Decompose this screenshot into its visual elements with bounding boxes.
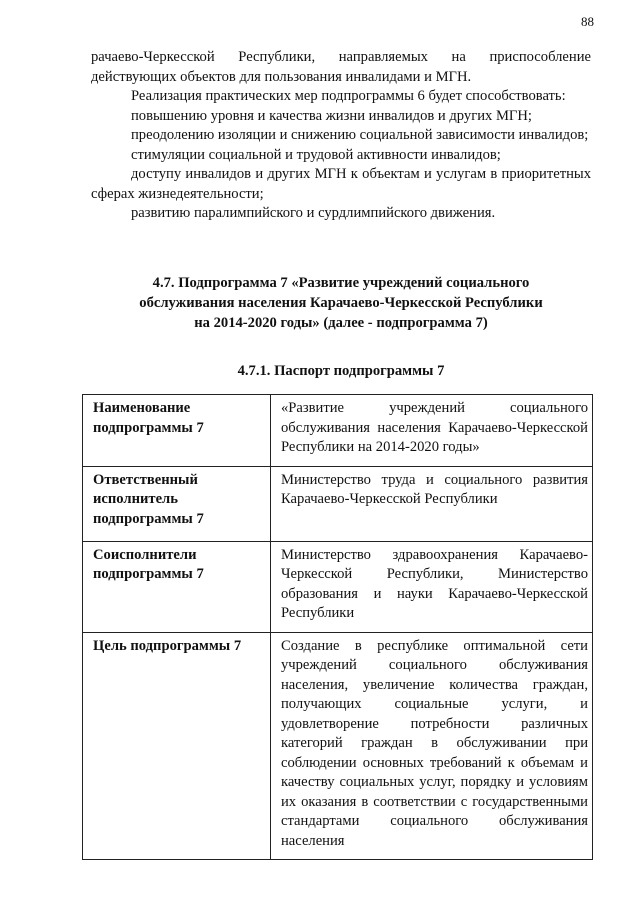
- paragraph: рачаево-Черкесской Республики, направляемых на приспособление действующих объектов для пользования инвалидами и МГН.: [91, 49, 591, 85]
- table-value-cell: Создание в республике оптимальной сети учреждений социального обслуживания населения, увеличение количества граждан, получающих социальные услуги, и удовлетворение потребности различных категорий граждан в обслуживании при соблюдении основных требований к объемам и качеству социальных услуг, порядку и условиям их оказания в соответствии с государственными стандартами социального обслуживания населения: [271, 632, 593, 860]
- paragraph: Реализация практических мер подпрограммы 6 будет способствовать:: [131, 88, 566, 104]
- table-label-cell: Ответственный исполнитель подпрограммы 7: [83, 466, 271, 541]
- page-number: 88: [581, 14, 594, 29]
- table-label-cell: Наименование подпрограммы 7: [83, 395, 271, 467]
- section-heading: [91, 273, 591, 333]
- table-value-cell: Министерство труда и социального развития Карачаево-Черкесской Республики: [271, 466, 593, 541]
- passport-table: [82, 394, 593, 860]
- table-value-cell: «Развитие учреждений социального обслуживания населения Карачаево-Черкесской Республики на 2014-2020 годы»: [271, 395, 593, 467]
- table-row: [83, 632, 593, 860]
- list-item: преодолению изоляции и снижению социальной зависимости инвалидов;: [131, 127, 589, 143]
- table-label-cell: Цель подпрограммы 7: [83, 632, 271, 860]
- section-heading-line: обслуживания населения Карачаево-Черкесской Республики: [139, 295, 543, 311]
- table-row: [83, 466, 593, 541]
- table-row: [83, 541, 593, 632]
- table-label-cell: Соисполнители подпрограммы 7: [83, 541, 271, 632]
- section-heading-line: 4.7. Подпрограмма 7 «Развитие учреждений социального: [152, 275, 530, 291]
- section-heading-line: на 2014-2020 годы» (далее - подпрограмма 7): [194, 315, 488, 331]
- table-row: [83, 395, 593, 467]
- list-item: развитию паралимпийского и сурдлимпийского движения.: [131, 205, 496, 221]
- subsection-heading: 4.7.1. Паспорт подпрограммы 7: [237, 363, 445, 379]
- list-item: стимуляции социальной и трудовой активности инвалидов;: [131, 146, 501, 163]
- list-item: повышению уровня и качества жизни инвалидов и других МГН;: [131, 107, 532, 124]
- list-item: доступу инвалидов и других МГН к объектам и услугам в приоритетных сферах жизнедеятельности;: [91, 166, 591, 202]
- body-text: [91, 48, 591, 224]
- table-value-cell: Министерство здравоохранения Карачаево-Черкесской Республики, Министерство образования и науки Карачаево-Черкесской Республики: [271, 541, 593, 632]
